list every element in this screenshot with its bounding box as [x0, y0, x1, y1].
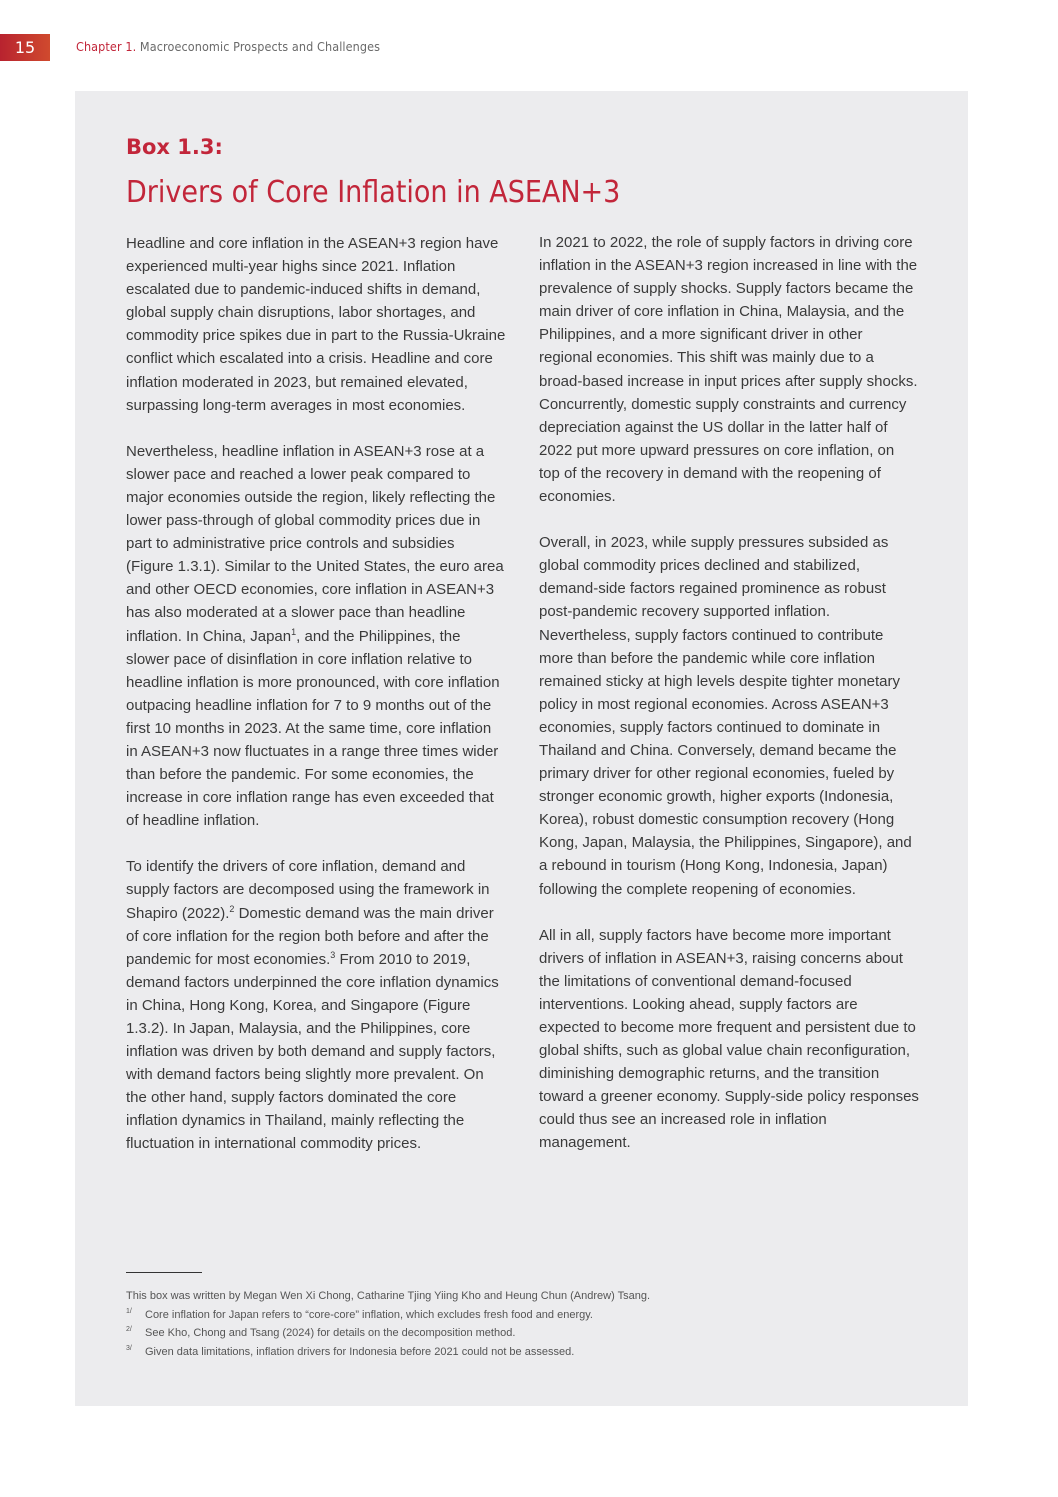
- paragraph-text: From 2010 to 2019, demand factors underpinned the core inflation dynamics in China, Hong Kong, Korea, and Singapore (Figure 1.3.2). In Japan, Malaysia, and the Philippines, core inflation was driven by both demand and supply factors, with demand factors being slightly more prevalent. On the other hand, supply factors dominated the core inflation dynamics in Thailand, mainly reflecting the fluctuation in international commodity prices.: [126, 950, 499, 1153]
- paragraph-text: Nevertheless, headline inflation in ASEAN+3 rose at a slower pace and reached a lower peak compared to major economies outside the region, likely reflecting the lower pass-through of global commodity prices due in part to administrative price controls and subsidies (Figure 1.3.1). Similar to the United States, the euro area and other OECD economies, core inflation in ASEAN+3 has also moderated at a slower pace than headline inflation. In China, Japan: [126, 442, 504, 645]
- footnotes: [126, 1287, 650, 1361]
- footnote-text: See Kho, Chong and Tsang (2024) for details on the decomposition method.: [145, 1327, 516, 1339]
- footnote-mark: 3/: [126, 1344, 132, 1352]
- paragraph-text: To identify the drivers of core inflation, demand and supply factors are decomposed using the framework in Shapiro (2022).: [126, 858, 490, 922]
- footnote-ref[interactable]: 3: [330, 949, 336, 960]
- left-column: [126, 232, 506, 1179]
- footnote-mark: 2/: [126, 1326, 132, 1333]
- footnote-text: Core inflation for Japan refers to “core-core” inflation, which excludes fresh food and energy.: [145, 1308, 593, 1321]
- box-label: Box 1.3:: [126, 135, 223, 159]
- paragraph: All in all, supply factors have become more important drivers of inflation in ASEAN+3, raising concerns about the limitations of conventional demand-focused interventions. Looking ahead, supply factors are expected to become more frequent and persistent due to global shifts, such as global value chain reconfiguration, diminishing demographic returns, and the transition toward a greener economy. Supply-side policy responses could thus see an increased role in inflation management.: [539, 926, 919, 1152]
- paragraph-text: , and the Philippines, the slower pace of disinflation in core inflation relative to headline inflation is more pronounced, with core inflation outpacing headline inflation for 7 to 9 months out of the first 10 months in 2023. At the same time, core inflation in ASEAN+3 now fluctuates in a range three times wider than before the pandemic. For some economies, the increase in core inflation range has even exceeded that of headline inflation.: [126, 627, 500, 830]
- footnote-text: Given data limitations, inflation drivers for Indonesia before 2021 could not be assessed.: [145, 1345, 575, 1358]
- box-title: Drivers of Core Inflation in ASEAN+3: [126, 175, 621, 210]
- paragraph: [126, 440, 506, 833]
- running-header: [76, 39, 380, 54]
- paragraph: [126, 855, 506, 1155]
- footnote-ref[interactable]: 2: [229, 903, 235, 914]
- footnote: [126, 1324, 650, 1343]
- paragraph-text: Domestic demand was the main driver of core inflation for the region both before and after the pandemic for most economies.: [126, 904, 494, 968]
- box-panel: [75, 91, 968, 1406]
- footnote: [126, 1343, 650, 1362]
- chapter-title: Macroeconomic Prospects and Challenges: [136, 39, 381, 54]
- footnote-divider: [126, 1272, 202, 1273]
- right-column: [539, 231, 919, 1178]
- page-number: 15: [0, 34, 50, 61]
- footnote: [126, 1306, 650, 1325]
- paragraph: In 2021 to 2022, the role of supply factors in driving core inflation in the ASEAN+3 region increased in line with the prevalence of supply shocks. Supply factors became the main driver of core inflation in China, Malaysia, and the Philippines, and a more significant driver in other regional economies. This shift was mainly due to a broad-based increase in input prices after supply shocks. Concurrently, domestic supply constraints and currency depreciation against the US dollar in the latter half of 2022 put more upward pressures on core inflation, on top of the recovery in demand with the reopening of economies.: [539, 234, 918, 506]
- footnote-mark: 1/: [126, 1307, 132, 1315]
- paragraph: Headline and core inflation in the ASEAN+3 region have experienced multi-year highs since 2021. Inflation escalated due to pandemic-induced shifts in demand, global supply chain disruptions, labor shortages, and commodity price spikes due in part to the Russia-Ukraine conflict which escalated into a crisis. Headline and core inflation moderated in 2023, but remained elevated, surpassing long-term averages in most economies.: [126, 235, 506, 414]
- chapter-label: Chapter 1.: [76, 39, 137, 54]
- author-note: This box was written by Megan Wen Xi Chong, Catharine Tjing Yiing Kho and Heung Chun (Andrew) Tsang.: [126, 1290, 651, 1302]
- paragraph: Overall, in 2023, while supply pressures subsided as global commodity prices declined and stabilized, demand-side factors regained prominence as robust post-pandemic recovery supported inflation. Nevertheless, supply factors continued to contribute more than before the pandemic while core inflation remained sticky at high levels despite tighter monetary policy in most regional economies. Across ASEAN+3 economies, supply factors continued to dominate in Thailand and China. Conversely, demand became the primary driver for other regional economies, fueled by stronger economic growth, higher exports (Indonesia, Korea), robust domestic consumption recovery (Hong Kong, Japan, Malaysia, the Philippines, Singapore), and a rebound in tourism (Hong Kong, Indonesia, Japan) following the complete reopening of economies.: [539, 534, 912, 898]
- footnote-ref[interactable]: 1: [291, 626, 297, 637]
